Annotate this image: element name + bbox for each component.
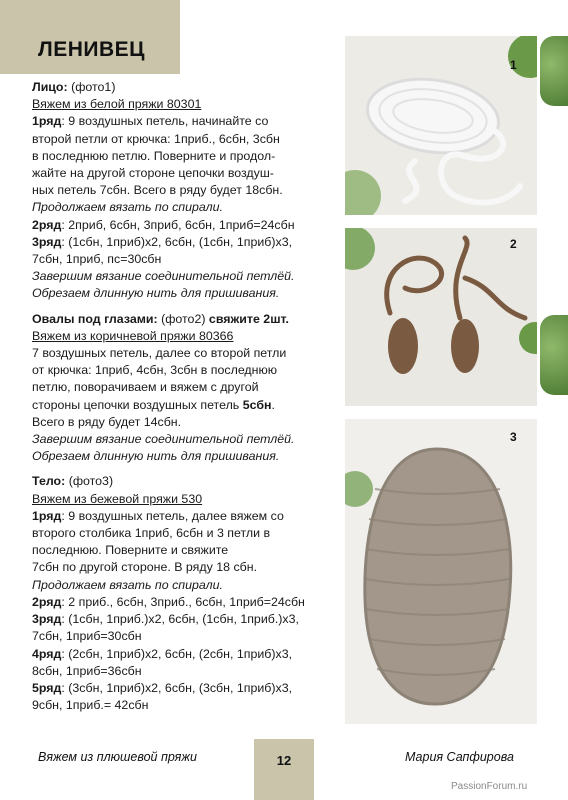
ovals-line: от крючка: 1приб, 4сбн, 3сбн в последнюю [32, 363, 278, 378]
page-number: 12 [276, 753, 292, 768]
body-row-1: 1ряд: 9 воздушных петель, далее вяжем со [32, 508, 284, 523]
page-number-block [254, 739, 314, 800]
face-row-1-line: второй петли от крючка: 1приб., 6сбн, 3сбн [32, 131, 280, 146]
face-row-1-line: в последнюю петлю. Поверните и продол- [32, 148, 276, 163]
face-yarn: Вяжем из белой пряжи 80301 [32, 97, 202, 112]
body-heading: Тело: (фото3) [32, 474, 114, 489]
body-row-4-line: 8сбн, 1приб=36сбн [32, 663, 142, 678]
succulent-decoration [540, 315, 568, 395]
body-row-1-line: последнюю. Поверните и свяжите [32, 543, 229, 558]
face-row-3-line: 7сбн, 1приб, пс=30сбн [32, 252, 162, 267]
body-row-2: 2ряд: 2 приб., 6сбн, 3приб., 6сбн, 1приб=24сбн [32, 594, 305, 609]
photo-number-2: 2 [510, 237, 517, 251]
ovals-end-note: Обрезаем длинную нить для пришивания. [32, 449, 280, 464]
brown-oval-left [388, 318, 418, 374]
ovals-line: Всего в ряду будет 14сбн. [32, 414, 182, 429]
photo-number-1: 1 [510, 58, 517, 72]
pattern-text [32, 79, 338, 714]
face-end-note: Завершим вязание соединительной петлёй. [32, 269, 295, 284]
face-spiral-note: Продолжаем вязать по спирали. [32, 200, 223, 215]
face-end-note: Обрезаем длинную нить для пришивания. [32, 286, 280, 301]
footer-author: Мария Сапфирова [405, 750, 514, 764]
ovals-heading: Овалы под глазами: (фото2) свяжите 2шт. [32, 311, 289, 326]
watermark: PassionForum.ru [451, 781, 528, 792]
face-row-1-line: ных петель 7сбн. Всего в ряду будет 18сбн. [32, 183, 283, 198]
photo-beige-body [345, 419, 537, 724]
body-yarn: Вяжем из бежевой пряжи 530 [32, 491, 203, 506]
face-row-3: 3ряд: (1сбн, 1приб)х2, 6сбн, (1сбн, 1приб)х3, [32, 234, 293, 249]
photo-white-oval [345, 36, 537, 215]
title-block [0, 0, 180, 74]
ovals-line: петлю, поворачиваем и вяжем с другой [32, 380, 259, 395]
body-row-1-line: 7сбн по другой стороне. В ряду 18 сбн. [32, 560, 258, 575]
page-title: ЛЕНИВЕЦ [38, 38, 146, 61]
brown-ovals-illustration [345, 228, 537, 406]
photo-brown-ovals [345, 228, 537, 406]
ovals-end-note: Завершим вязание соединительной петлёй. [32, 432, 295, 447]
face-heading: Лицо: (фото1) [32, 80, 116, 94]
body-spiral-note: Продолжаем вязать по спирали. [32, 577, 223, 592]
photo-number-3: 3 [510, 430, 517, 444]
face-row-1-line: жайте на другой стороне цепочки воздуш- [32, 166, 274, 181]
ovals-line: стороны цепочки воздушных петель 5сбн. [32, 397, 275, 412]
body-row-3-line: 7сбн, 1приб=30сбн [32, 629, 142, 644]
footer-left-text: Вяжем из плюшевой пряжи [38, 750, 197, 764]
beige-body-illustration [345, 419, 537, 724]
white-oval-illustration [345, 36, 537, 215]
body-row-5-line: 9сбн, 1приб.= 42сбн [32, 698, 149, 713]
brown-oval-right [451, 319, 479, 373]
beige-body [365, 449, 511, 704]
face-row-1: 1ряд: 9 воздушных петель, начинайте со [32, 114, 269, 129]
body-row-1-line: второго столбика 1приб, 6сбн и 3 петли в [32, 526, 271, 541]
ovals-line: 7 воздушных петель, далее со второй петли [32, 346, 287, 361]
body-row-3: 3ряд: (1сбн, 1приб.)х2, 6сбн, (1сбн, 1приб.)х3, [32, 612, 299, 627]
body-row-5: 5ряд: (3сбн, 1приб)х2, 6сбн, (3сбн, 1приб)х3, [32, 680, 293, 695]
ovals-yarn: Вяжем из коричневой пряжи 80366 [32, 328, 234, 343]
body-row-4: 4ряд: (2сбн, 1приб)х2, 6сбн, (2сбн, 1приб)х3, [32, 646, 293, 661]
face-row-2: 2ряд: 2приб, 6сбн, 3приб, 6сбн, 1приб=24сбн [32, 217, 295, 232]
succulent-decoration [540, 36, 568, 106]
